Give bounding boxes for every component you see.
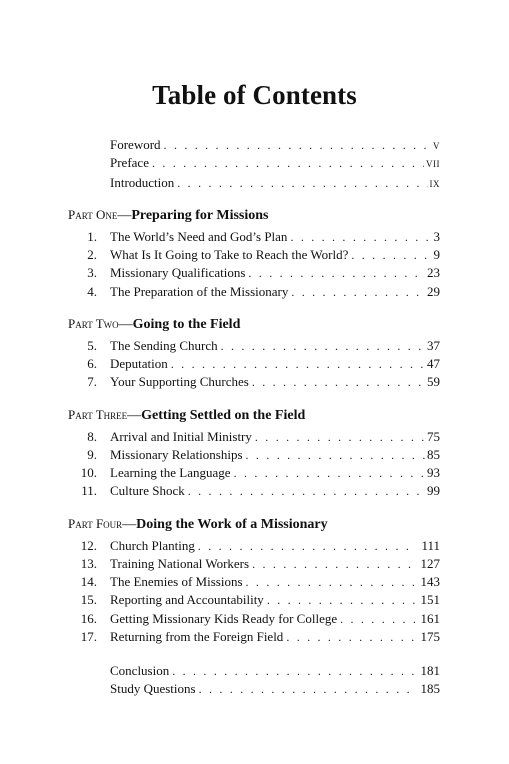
entry-page: vii bbox=[426, 155, 440, 170]
part-heading bbox=[68, 314, 468, 334]
entry-label: Getting Missionary Kids Ready for College bbox=[110, 611, 338, 626]
dot-leader bbox=[286, 628, 414, 646]
entry-label: The World’s Need and God’s Plan bbox=[110, 229, 288, 244]
entry-page: 59 bbox=[427, 374, 440, 389]
entry-label: Preface bbox=[110, 155, 149, 170]
dot-leader bbox=[198, 537, 416, 555]
entry-label: Arrival and Initial Ministry bbox=[110, 429, 252, 444]
entry-page: v bbox=[433, 137, 440, 152]
toc-entry-chapter[interactable] bbox=[0, 628, 509, 646]
entry-page: 151 bbox=[420, 592, 440, 607]
entry-label: The Enemies of Missions bbox=[110, 574, 243, 589]
entry-page: 47 bbox=[427, 356, 440, 371]
entry-page: 143 bbox=[420, 574, 440, 589]
chapter-number: 16. bbox=[80, 611, 97, 626]
chapter-number: 7. bbox=[87, 374, 97, 389]
chapter-number: 10. bbox=[80, 465, 97, 480]
part-prefix: Part Three bbox=[68, 407, 128, 422]
entry-label: The Preparation of the Missionary bbox=[110, 284, 289, 299]
entry-page: 111 bbox=[421, 538, 440, 553]
toc-entry-conclusion[interactable] bbox=[0, 662, 509, 680]
chapter-number: 15. bbox=[80, 592, 97, 607]
dot-leader bbox=[291, 283, 425, 301]
entry-label: Returning from the Foreign Field bbox=[110, 629, 284, 644]
part-title: Doing the Work of a Missionary bbox=[136, 517, 328, 532]
entry-label: Missionary Qualifications bbox=[110, 265, 246, 280]
dot-leader bbox=[234, 464, 425, 482]
chapter-number: 17. bbox=[80, 629, 97, 644]
dot-leader bbox=[351, 246, 431, 264]
toc-entry-chapter[interactable] bbox=[0, 482, 509, 500]
entry-label: Missionary Relationships bbox=[110, 447, 243, 462]
dot-leader bbox=[267, 591, 415, 609]
entry-label: Church Planting bbox=[110, 538, 195, 553]
dot-leader bbox=[248, 264, 425, 282]
dot-leader bbox=[172, 662, 414, 680]
entry-page: 9 bbox=[433, 247, 440, 262]
em-dash: — bbox=[122, 517, 137, 532]
dot-leader bbox=[177, 174, 427, 192]
toc-entry-study-questions[interactable] bbox=[0, 680, 509, 698]
entry-page: 85 bbox=[427, 447, 440, 462]
chapter-number: 14. bbox=[80, 574, 97, 589]
toc-entry-chapter[interactable] bbox=[0, 573, 509, 591]
toc-entry-chapter[interactable] bbox=[0, 373, 509, 391]
chapter-number: 13. bbox=[80, 556, 97, 571]
chapter-number: 8. bbox=[87, 429, 97, 444]
page-title: Table of Contents bbox=[152, 80, 357, 110]
entry-page: 3 bbox=[433, 229, 440, 244]
dot-leader bbox=[246, 573, 415, 591]
dot-leader bbox=[340, 610, 414, 628]
dot-leader bbox=[152, 154, 424, 172]
toc-entry-preface[interactable] bbox=[0, 154, 509, 172]
part-heading bbox=[68, 205, 468, 225]
toc-entry-chapter[interactable] bbox=[0, 610, 509, 628]
part-title: Going to the Field bbox=[132, 317, 241, 332]
entry-page: 127 bbox=[420, 556, 440, 571]
part-prefix: Part One bbox=[68, 207, 118, 222]
toc-entry-foreword[interactable] bbox=[0, 136, 509, 154]
entry-page: ix bbox=[429, 175, 440, 190]
dot-leader bbox=[221, 337, 425, 355]
em-dash: — bbox=[118, 317, 133, 332]
toc-entry-introduction[interactable] bbox=[0, 174, 509, 192]
entry-label: Culture Shock bbox=[110, 483, 185, 498]
entry-page: 175 bbox=[420, 629, 440, 644]
entry-page: 99 bbox=[427, 483, 440, 498]
entry-label: Training National Workers bbox=[110, 556, 250, 571]
toc-entry-chapter[interactable] bbox=[0, 537, 509, 555]
part-title: Preparing for Missions bbox=[131, 208, 269, 223]
chapter-number: 2. bbox=[87, 247, 97, 262]
entry-page: 29 bbox=[427, 284, 440, 299]
em-dash: — bbox=[117, 208, 132, 223]
entry-label: Your Supporting Churches bbox=[110, 374, 249, 389]
toc-entry-chapter[interactable] bbox=[0, 246, 509, 264]
chapter-number: 12. bbox=[80, 538, 97, 553]
entry-page: 37 bbox=[427, 338, 440, 353]
entry-label: Foreword bbox=[110, 137, 161, 152]
em-dash: — bbox=[127, 408, 142, 423]
toc-entry-chapter[interactable] bbox=[0, 355, 509, 373]
toc-entry-chapter[interactable] bbox=[0, 446, 509, 464]
entry-label: Conclusion bbox=[110, 663, 170, 678]
dot-leader bbox=[164, 136, 431, 154]
entry-label: Learning the Language bbox=[110, 465, 231, 480]
chapter-number: 11. bbox=[81, 483, 97, 498]
entry-page: 75 bbox=[427, 429, 440, 444]
part-heading bbox=[68, 514, 468, 534]
dot-leader bbox=[188, 482, 425, 500]
dot-leader bbox=[252, 555, 414, 573]
entry-label: Study Questions bbox=[110, 681, 196, 696]
toc-entry-chapter[interactable] bbox=[0, 283, 509, 301]
entry-label: Deputation bbox=[110, 356, 168, 371]
chapter-number: 5. bbox=[87, 338, 97, 353]
dot-leader bbox=[171, 355, 425, 373]
entry-label: What Is It Going to Take to Reach the World? bbox=[110, 247, 349, 262]
toc-entry-chapter[interactable] bbox=[0, 337, 509, 355]
toc-entry-chapter[interactable] bbox=[0, 464, 509, 482]
toc-entry-chapter[interactable] bbox=[0, 591, 509, 609]
toc-entry-chapter[interactable] bbox=[0, 555, 509, 573]
entry-page: 23 bbox=[427, 265, 440, 280]
part-prefix: Part Four bbox=[68, 516, 123, 531]
dot-leader bbox=[290, 228, 431, 246]
chapter-number: 6. bbox=[87, 356, 97, 371]
dot-leader bbox=[252, 373, 425, 391]
part-title: Getting Settled on the Field bbox=[141, 408, 306, 423]
chapter-number: 4. bbox=[87, 284, 97, 299]
entry-label: Reporting and Accountability bbox=[110, 592, 264, 607]
entry-label: The Sending Church bbox=[110, 338, 218, 353]
toc-entry-chapter[interactable] bbox=[0, 264, 509, 282]
chapter-number: 1. bbox=[87, 229, 97, 244]
entry-page: 161 bbox=[420, 611, 440, 626]
part-prefix: Part Two bbox=[68, 316, 119, 331]
dot-leader bbox=[199, 680, 415, 698]
chapter-number: 3. bbox=[87, 265, 97, 280]
dot-leader bbox=[246, 446, 425, 464]
entry-label: Introduction bbox=[110, 175, 175, 190]
entry-page: 181 bbox=[420, 663, 440, 678]
entry-page: 93 bbox=[427, 465, 440, 480]
toc-entry-chapter[interactable] bbox=[0, 428, 509, 446]
chapter-number: 9. bbox=[87, 447, 97, 462]
dot-leader bbox=[255, 428, 425, 446]
toc-entry-chapter[interactable] bbox=[0, 228, 509, 246]
part-heading bbox=[68, 405, 468, 425]
entry-page: 185 bbox=[420, 681, 440, 696]
